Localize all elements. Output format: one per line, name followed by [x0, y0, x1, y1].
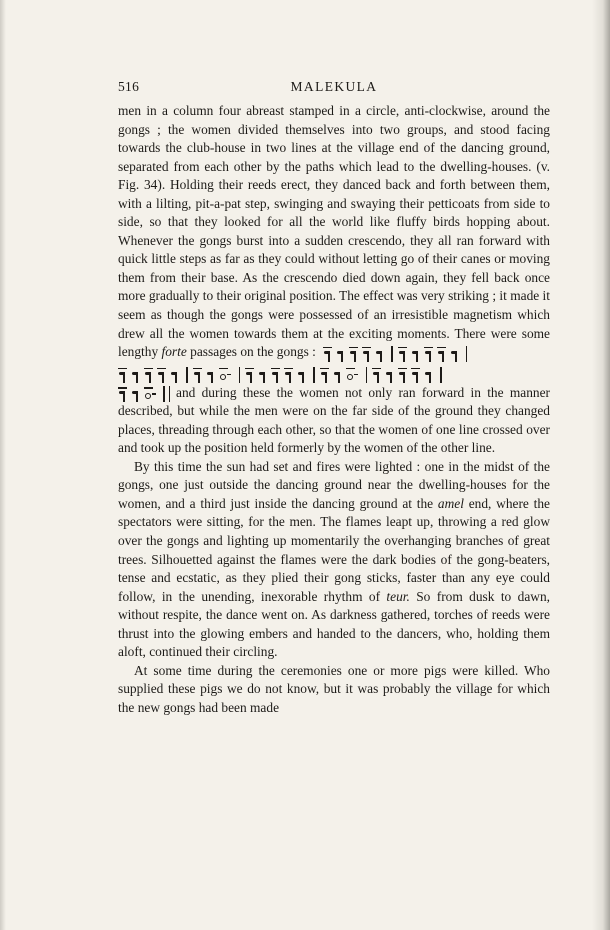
- gong-note: [398, 368, 409, 383]
- gong-note-open: [219, 368, 230, 383]
- gong-note: [424, 368, 435, 383]
- gong-note: [271, 368, 282, 383]
- gong-notation-line-3: [118, 386, 172, 402]
- gong-notation-line-2: [118, 363, 550, 383]
- gong-note: [333, 368, 344, 383]
- page-header: [118, 78, 550, 100]
- gong-note: [424, 347, 435, 362]
- page-shadow-right: [592, 0, 610, 930]
- gong-note: [131, 368, 142, 383]
- notation-barline: [440, 367, 442, 383]
- gong-note: [206, 368, 217, 383]
- page-number: 516: [118, 79, 140, 94]
- gong-note: [245, 368, 256, 383]
- page-shadow-left: [0, 0, 6, 930]
- paragraph-1: [118, 102, 550, 362]
- gong-note: [362, 347, 373, 362]
- gong-notation-line-1: [323, 346, 472, 362]
- paragraph-1-continuation: [118, 384, 550, 458]
- gong-note: [144, 368, 155, 383]
- gong-note: [372, 368, 383, 383]
- notation-barline: [391, 346, 393, 362]
- paragraph-2: [118, 458, 550, 662]
- gong-note: [398, 347, 409, 362]
- gong-note: [349, 347, 360, 362]
- running-title: MALEKULA: [290, 79, 378, 94]
- gong-note: [118, 387, 129, 402]
- paragraph-2-italic-teur: teur.: [386, 588, 410, 604]
- paragraph-1-lead: men in a column four abreast stamped in a circle, anti-clockwise, around the gongs ; the women divided themselves into two groups, and stood facing towards the club-house in two lines at the village end of the dancing ground, separated from each other by the paths which lead to the dwelling-houses. (v. Fig. 34). Holding their reeds erect, they danced back and forth between them, with a lilting, pit-a-pat step, swinging and swaying their petticoats from side to side, so that they looked for all the world like fluffy birds hopping about. Whenever the gongs burst into a sudden crescendo, they all ran forward with quick little steps as far as they could without letting go of their canes or moving them from their base. As the crescendo died down again, they fell back once more gradually to their original position. The effect was very striking ; it made it seem as though the gongs were possessed of an irresistible magnetism which drew all the women towards them at the exciting moments. There were some lengthy: [118, 103, 550, 360]
- gong-note: [284, 368, 295, 383]
- gong-note: [118, 368, 129, 383]
- gong-note: [193, 368, 204, 383]
- paragraph-1-italic: forte: [161, 344, 187, 360]
- notation-barline: [239, 367, 241, 383]
- paragraph-2-italic-amel: amel: [437, 495, 464, 511]
- gong-note: [323, 347, 334, 362]
- gong-note: [297, 368, 308, 383]
- gong-note: [411, 347, 422, 362]
- paragraph-1-after-notation: and during these the women not only ran forward in the manner described, but while the men were on the far side of the ground they changed places, threading through each other, so that the women of one line crossed over and took up the position held formerly by the women of the other line.: [118, 384, 550, 456]
- notation-double-barline: [169, 386, 171, 402]
- gong-note: [385, 368, 396, 383]
- paragraph-1-lead-tail: passages on the gongs :: [186, 344, 316, 360]
- gong-note: [258, 368, 269, 383]
- gong-note: [437, 347, 448, 362]
- gong-note: [375, 347, 386, 362]
- gong-note: [411, 368, 422, 383]
- gong-note: [450, 347, 461, 362]
- gong-note: [336, 347, 347, 362]
- gong-note: [170, 368, 181, 383]
- paragraph-2-part-3: So from dusk to dawn, without respite, the dance went on. As darkness gathered, torches of reeds were thrust into the glowing embers and handed to the dancers, who, holding them aloft, continued their circling.: [118, 588, 550, 660]
- gong-note: [157, 368, 168, 383]
- gong-note-open: [346, 368, 357, 383]
- book-page: [118, 78, 550, 718]
- notation-barline: [186, 367, 188, 383]
- notation-barline: [366, 367, 368, 383]
- gong-note-open: [144, 387, 155, 402]
- paragraph-2-part-2: end, where the spectators were sitting, for the men. The flames leapt up, throwing a red glow over the gongs and lighting up momentarily the overhanging branches of great trees. Silhouetted against the flames were the dark bodies of the gong-beaters, tense and ecstatic, as they plied their gong sticks, faster than any eye could follow, in the unending, inexorable rhythm of: [118, 495, 550, 604]
- paragraph-3: At some time during the ceremonies one or more pigs were killed. Who supplied these pigs we do not know, but it was probably the village for which the new gongs had been made: [118, 662, 550, 715]
- gong-note: [131, 387, 142, 402]
- paragraph-2-part-1: By this time the sun had set and fires were lighted : one in the midst of the gongs, one just outside the dancing ground near the dwelling-houses for the women, and a third just inside the dancing ground at the: [118, 458, 550, 511]
- notation-barline: [466, 346, 468, 362]
- gong-note: [320, 368, 331, 383]
- notation-barline: [313, 367, 315, 383]
- notation-double-barline: [163, 386, 165, 402]
